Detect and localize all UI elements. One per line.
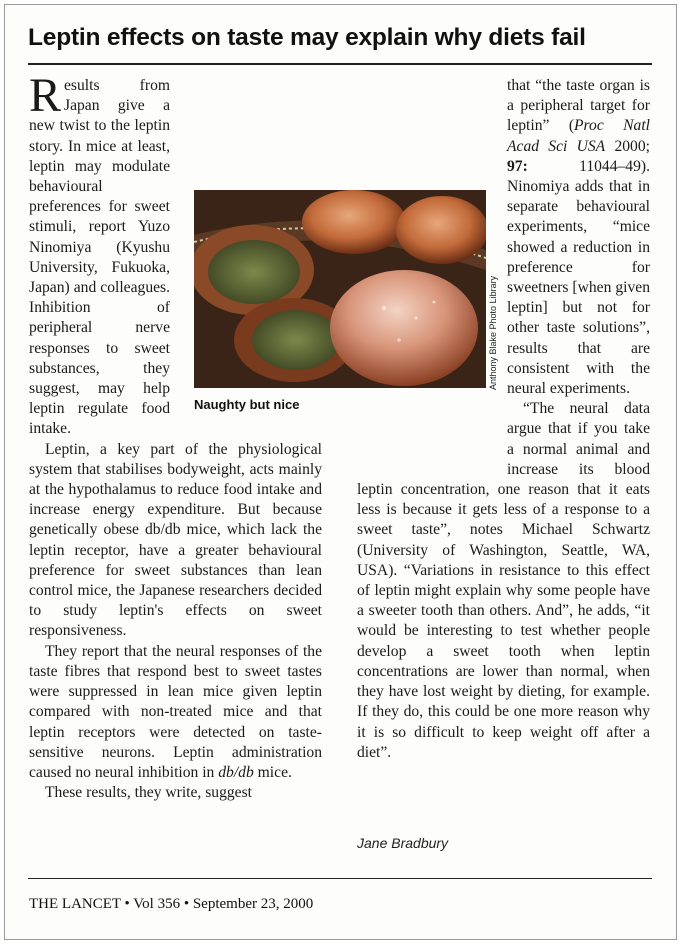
top-rule xyxy=(28,63,652,65)
paragraph-1: Results from Japan give a new twist to the leptin story. In mice at least, leptin may modulate behavioural preferences for sweet stimuli, report Yuzo Ninomiya (Kyushu University, Fukuoka, Japan) and colleagues. Inhibition of peripheral nerve responses to sweet substances, they suggest, may help leptin regulate food intake. xyxy=(29,69,170,438)
paragraph-3: They report that the neural responses of the taste fibres that respond best to sweet tastes were suppressed in lean mice given leptin compared with non-treated mice and that leptin receptors were detected on taste-sensitive neurons. Leptin administration caused no neural inhibition in db/db mice. xyxy=(29,642,322,781)
photo-caption: Naughty but nice xyxy=(194,397,300,412)
volume-number: 97: xyxy=(507,157,528,175)
photo-credit: Anthony Blake Photo Library xyxy=(488,275,498,390)
db-db-italic: db/db xyxy=(218,763,254,781)
doughnut-photo xyxy=(194,190,486,388)
bottom-rule xyxy=(28,878,652,879)
paragraph-6: “The neural data argue that if you take a normal animal and increase its blood leptin concentration, one reason that it eats less is because it gets less of a response to a sweet taste”, notes Michael Schwartz (University of Washington, Seattle, WA, USA). “Variations in resistance to this effect of leptin might explain why some people have a sweeter tooth than others. And”, he adds, “it would be interesting to test whether people develop a sweet tooth when leptin concentrations are lower than normal, when they have lost weight by dieting, for example. If they do, this could be one more reason why it is so difficult to keep weight off after a diet”. xyxy=(357,400,650,761)
paragraph-2: Leptin, a key part of the physiological system that stabilises bodyweight, acts mainly at the hypothalamus to reduce food intake and increase energy expenditure. But because genetically obese db/db mice, which lack the leptin receptor, have a greater behavioural preference for sweet substances than lean control mice, the Japanese researchers decided to study leptin's effects on sweet responsiveness. xyxy=(29,440,322,640)
column-left xyxy=(29,69,322,803)
paragraph-4: These results, they write, suggest xyxy=(45,784,253,802)
journal-footer: THE LANCET • Vol 356 • September 23, 2000 xyxy=(29,896,314,912)
author-signature: Jane Bradbury xyxy=(357,835,449,851)
headline: Leptin effects on taste may explain why diets fail xyxy=(28,24,586,51)
column-right xyxy=(357,76,650,763)
drop-cap: R xyxy=(29,69,62,122)
doughnut-illustration xyxy=(194,190,486,388)
journal-citation: Proc Natl Acad Sci USA xyxy=(507,117,650,155)
paragraph-5: that “the taste organ is a peripheral target for leptin” (Proc Natl Acad Sci USA 2000; 97: 11044–49). Ninomiya adds that in separate behavioural experiments, “mice showed a reduction in preference for sweetners [when given leptin] but not for other taste solutions”, results that are consistent with the neural experiments. xyxy=(507,77,650,398)
